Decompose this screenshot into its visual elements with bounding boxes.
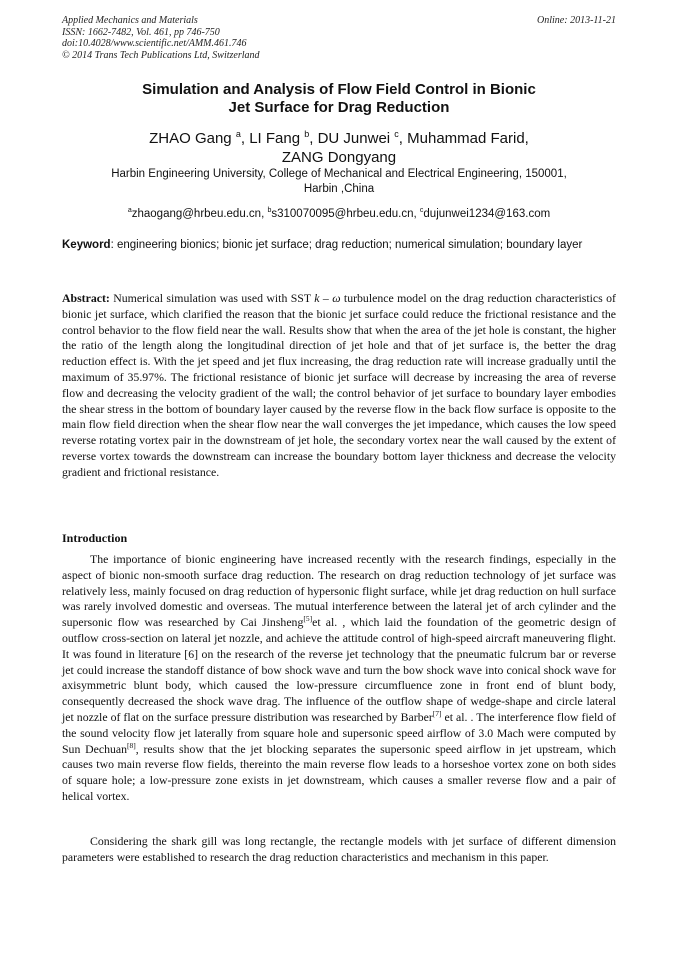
affiliation-line-1: Harbin Engineering University, College of Mechanical and Electrical Engineering, 150001, <box>111 168 567 180</box>
abstract-label: Abstract: <box>62 291 110 305</box>
email-2[interactable]: s310070095@hrbeu.edu.cn, <box>271 207 417 220</box>
journal-name: Applied Mechanics and Materials <box>62 15 198 26</box>
author-5: ZANG Dongyang <box>281 149 397 166</box>
affiliation-line-2: Harbin ,China <box>303 183 375 195</box>
copyright-line: © 2014 Trans Tech Publications Ltd, Switzerland <box>62 49 260 61</box>
abstract-text-pre: Numerical simulation was used with SST <box>109 291 315 305</box>
author-3: DU Junwei <box>317 130 391 147</box>
title-line-1: Simulation and Analysis of Flow Field Control in Bionic <box>142 81 536 98</box>
section-heading-introduction: Introduction <box>62 531 128 545</box>
author-2-affil-mark: b <box>304 129 310 139</box>
author-4: Muhammad Farid, <box>407 130 529 147</box>
email-1-mark: a <box>127 207 132 214</box>
email-2-mark: b <box>267 207 272 214</box>
citation-7[interactable]: [7] <box>432 709 442 719</box>
abstract-math: k – ω <box>314 291 341 305</box>
intro-paragraph-1 <box>62 552 616 805</box>
issn-line: ISSN: 1662-7482, Vol. 461, pp 746-750 <box>62 26 220 38</box>
online-date: Online: 2013-11-21 <box>537 15 616 26</box>
paper-title <box>80 81 598 117</box>
author-3-affil-mark: c <box>394 129 399 139</box>
intro-p1-part-c: et al. . The interference flow field of the sound velocity flow jet laterally from square hole and supersonic speed airflow of 3.0 Mach were computed by Sun Dechuan <box>62 709 616 756</box>
keywords <box>62 238 616 253</box>
abstract-text-post: turbulence model on the drag reduction characteristics of bionic jet surface, which clarified the reason that the bionic jet surface could reduce the frictional resistance and the control behavior to the flow field near the wall. Results show that when the area of the jet hole is constant, the higher the ratio of the length along the longitudinal direction of jet hole and that of jet surface is, the better the drag reduction effect is. With the jet speed and jet flux increasing, the drag reduction rate will increase gradually until the maximum of 35.97%. The frictional resistance of bionic jet surface will decrease by increasing the area of reverse flow and decreasing the velocity gradient of the wall; the control behavior of jet surface to boundary layer embodies the shear stress in the bottom of boundary layer caused by the reverse flow in the back flow surface is opposite to the main flow field direction when the shear flow near the wall converges the jet impedance, which causes the low speed reverse rotating vortex pair in the downstream of jet hole, the secondary vortex near the wall caused by the extent of reverse vortex towards the downstream can increase the boundary bottom layer thickness and decrease the velocity gradient and frictional resistance. <box>62 291 616 479</box>
citation-8[interactable]: [8] <box>127 740 136 750</box>
email-3[interactable]: dujunwei1234@163.com <box>423 207 551 220</box>
journal-header <box>62 15 616 61</box>
email-3-mark: c <box>419 207 424 214</box>
abstract <box>62 291 616 481</box>
author-list: ZHAO Gang $^a$, LI Fang $^b$, DU Junwei $^c$, Muhammad Farid, ZANG Dongyang <box>149 129 529 166</box>
author-1-affil-mark: a <box>235 129 241 139</box>
email-list <box>80 203 598 222</box>
doi-line: doi:10.4028/www.scientific.net/AMM.461.746 <box>62 38 247 49</box>
author-1: ZHAO Gang <box>149 130 232 147</box>
title-line-2: Jet Surface for Drag Reduction <box>228 99 450 116</box>
keyword-text: : engineering bionics; bionic jet surface; drag reduction; numerical simulation; boundary layer <box>110 239 583 251</box>
intro-p1-part-d: , results show that the jet blocking separates the supersonic speed airflow in jet upstream, which causes two main reverse flow fields, thereinto the main reverse flow leads to a horseshoe vortex zone on both sides of square hole; a low-pressure zone exists in jet downstream, which causes a smaller reverse flow and a pair of helical vortex. <box>62 741 616 803</box>
keyword-label: Keyword <box>62 239 111 251</box>
intro-paragraph-2: Considering the shark gill was long rectangle, the rectangle models with jet surface of different dimension parameters were established to research the drag reduction characteristics and mechanism in this paper. <box>62 834 616 864</box>
author-2: LI Fang <box>249 130 301 147</box>
affiliation <box>80 167 598 197</box>
intro-p1-part-b: et al. , which laid the foundation of the geometric design of outflow cross-section on lateral jet nozzle, and achieve the attitude control of high-speed aircraft maneuvering flight. It was found in literature [6] on the research of the reverse jet technology that the pneumatic fulcrum bar or reverse jet could increase the standoff distance of bow shock wave and turn the bow shock wave into conical shock wave for axisymmetric blunt body, which caused the low-pressure circumfluence zone in front end of blunt body, consequently decreased the shock wave drag. The influence of the outflow shape of wedge-shape and circle lateral jet nozzle of flat on the surface pressure distribution was researched by Barber <box>62 615 616 724</box>
intro-p1-part-a: The importance of bionic engineering have increased recently with the research findings, especially in the aspect of bionic non-smooth surface drag reduction. The research on drag reduction technology of jet surface was relatively less, mainly focused on drag reduction of hypersonic flight surface, while jet drag reduction on hull surface was rarely involved domestic and overseas. The mutual interference between the lateral jet of arch cylinder and the supersonic flow was researched by Cai Jinsheng <box>62 552 616 630</box>
citation-5[interactable]: [5] <box>303 614 313 624</box>
email-1[interactable]: zhaogang@hrbeu.edu.cn, <box>131 207 265 220</box>
